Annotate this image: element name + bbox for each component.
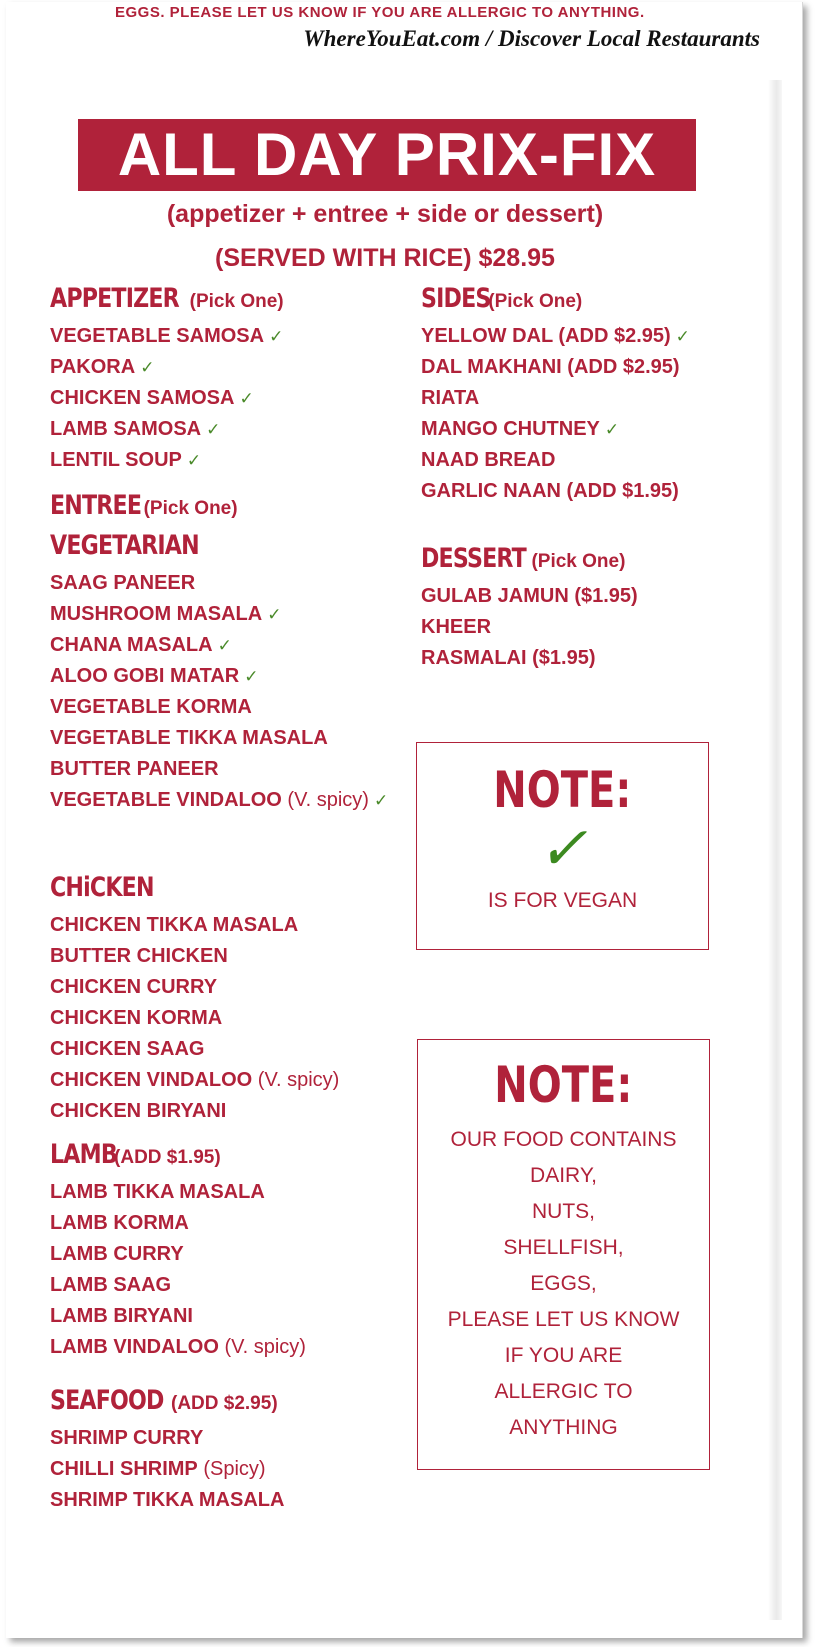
dessert-item	[421, 643, 638, 674]
vegetarian-item	[50, 661, 388, 692]
sides-item-name: DAL MAKHANI (ADD $2.95)	[421, 356, 680, 378]
dessert-list	[421, 581, 638, 674]
allergy-note-title: NOTE:	[494, 1056, 633, 1114]
lamb-list	[50, 1177, 339, 1363]
lamb-item	[50, 1301, 339, 1332]
vegetarian-item	[50, 692, 388, 723]
dessert-pick: (Pick One)	[531, 551, 626, 572]
right-column	[421, 283, 690, 507]
allergy-note-line: PLEASE LET US KNOW	[447, 1308, 680, 1331]
vegan-check-icon: ✓	[267, 605, 282, 624]
vegan-check-icon: ✓	[186, 451, 202, 470]
dessert-item-name: KHEER	[421, 616, 492, 638]
vegetarian-item	[50, 599, 388, 630]
seafood-list	[50, 1423, 339, 1516]
sides-item-name: YELLOW DAL (ADD $2.95)	[421, 325, 671, 347]
vegetarian-item	[50, 568, 388, 599]
seafood-item	[50, 1423, 339, 1454]
vegan-check-icon: ✓	[140, 358, 155, 377]
appetizer-item	[50, 445, 388, 476]
vegetarian-item	[50, 785, 388, 816]
vegetarian-item	[50, 723, 388, 754]
lamb-item-name: LAMB SAAG	[50, 1274, 172, 1296]
sides-list	[421, 321, 690, 507]
chicken-item	[50, 1003, 339, 1034]
lamb-pick: (ADD $1.95)	[114, 1147, 221, 1168]
vegan-check-icon: ✓	[537, 815, 588, 882]
vegetarian-item	[50, 754, 388, 785]
seafood-heading	[50, 1385, 339, 1423]
vegan-check-icon: ✓	[604, 420, 620, 439]
chicken-item	[50, 972, 339, 1003]
allergy-note-line: DAIRY,	[530, 1164, 597, 1187]
vegetarian-item-name: VEGETABLE KORMA	[50, 696, 252, 718]
vegetarian-item	[50, 630, 388, 661]
allergy-note-box	[417, 1039, 710, 1470]
page-fold-shadow	[768, 80, 782, 1620]
sides-item-name: GARLIC NAAN (ADD $1.95)	[421, 480, 679, 502]
entree-heading	[50, 490, 388, 528]
sides-item-name: MANGO CHUTNEY	[421, 418, 600, 440]
sides-item	[421, 383, 690, 414]
vegan-check-icon: ✓	[269, 327, 284, 346]
appetizer-list	[50, 321, 388, 476]
lamb-item-note: (V. spicy)	[218, 1336, 306, 1358]
lamb-item	[50, 1239, 339, 1270]
chicken-item-note: (V. spicy)	[252, 1069, 340, 1091]
lamb-title: LAMB	[50, 1139, 117, 1170]
chicken-item	[50, 1034, 339, 1065]
chicken-title: CHiCKEN	[50, 872, 154, 903]
vegan-check-icon: ✓	[244, 667, 259, 686]
appetizer-item-name: LENTIL SOUP	[50, 449, 182, 471]
prix-fix-subtitle: (appetizer + entree + side or dessert)	[166, 200, 604, 228]
appetizer-item	[50, 414, 388, 445]
entree-pick: (Pick One)	[143, 498, 238, 519]
left-column	[50, 283, 388, 816]
sides-item	[421, 445, 690, 476]
left-column-lower	[50, 872, 339, 1516]
dessert-item	[421, 612, 638, 643]
seafood-title: SEAFOOD	[50, 1385, 164, 1416]
vegan-note-box	[416, 742, 709, 950]
chicken-item	[50, 1096, 339, 1127]
allergy-note-line: NUTS,	[532, 1200, 595, 1223]
seafood-item	[50, 1485, 339, 1516]
lamb-item-name: LAMB BIRYANI	[50, 1305, 193, 1327]
seafood-pick: (ADD $2.95)	[171, 1393, 278, 1414]
vegetarian-item-name: CHANA MASALA	[50, 634, 213, 656]
allergy-note-line: EGGS,	[530, 1272, 597, 1295]
appetizer-item-name: LAMB SAMOSA	[50, 418, 202, 440]
vegetarian-item-name: ALOO GOBI MATAR	[50, 665, 240, 687]
lamb-item-name: LAMB KORMA	[50, 1212, 189, 1234]
lamb-item	[50, 1270, 339, 1301]
chicken-item-name: CHICKEN SAAG	[50, 1038, 205, 1060]
sides-item	[421, 321, 690, 352]
vegetarian-item-name: BUTTER PANEER	[50, 758, 219, 780]
vegan-check-icon: ✓	[675, 327, 690, 346]
vegan-check-icon: ✓	[217, 636, 232, 655]
vegetarian-list	[50, 568, 388, 816]
chicken-item-name: CHICKEN KORMA	[50, 1007, 223, 1029]
sides-title: SIDES	[421, 283, 491, 314]
dessert-item-name: GULAB JAMUN ($1.95)	[421, 585, 638, 607]
chicken-item-name: CHICKEN BIRYANI	[50, 1100, 227, 1122]
chicken-list	[50, 910, 339, 1127]
lamb-item	[50, 1208, 339, 1239]
appetizer-item	[50, 352, 388, 383]
chicken-item	[50, 910, 339, 941]
allergy-note-lines	[418, 1122, 709, 1446]
allergy-note-line: SHELLFISH,	[503, 1236, 624, 1259]
site-watermark: WhereYouEat.com / Discover Local Restaurants	[303, 26, 760, 51]
vegetarian-item-name: MUSHROOM MASALA	[50, 603, 263, 625]
chicken-item-name: CHICKEN CURRY	[50, 976, 218, 998]
seafood-item-note: (Spicy)	[197, 1458, 266, 1480]
lamb-heading	[50, 1139, 339, 1177]
lamb-item-name: LAMB TIKKA MASALA	[50, 1181, 265, 1203]
sides-heading	[421, 283, 690, 321]
appetizer-pick: (Pick One)	[189, 291, 284, 312]
lamb-item-name: LAMB VINDALOO	[50, 1336, 219, 1358]
sides-item	[421, 352, 690, 383]
allergy-note-line: ALLERGIC TO	[494, 1380, 633, 1403]
allergy-note-line: ANYTHING	[509, 1416, 618, 1439]
cropped-allergy-text: EGGS. PLEASE LET US KNOW IF YOU ARE ALLERGIC TO ANYTHING.	[115, 4, 645, 21]
prix-fix-banner: ALL DAY PRIX-FIX	[78, 119, 696, 191]
vegan-check-icon: ✓	[239, 389, 254, 408]
lamb-item	[50, 1332, 339, 1363]
vegan-check-icon: ✓	[206, 420, 221, 439]
chicken-item	[50, 941, 339, 972]
seafood-item-name: SHRIMP TIKKA MASALA	[50, 1489, 285, 1511]
allergy-note-line: IF YOU ARE	[504, 1344, 623, 1367]
chicken-heading	[50, 872, 339, 910]
appetizer-title: APPETIZER	[50, 283, 179, 314]
chicken-item-name: BUTTER CHICKEN	[50, 945, 228, 967]
appetizer-item	[50, 321, 388, 352]
prix-fix-price: (SERVED WITH RICE) $28.95	[215, 244, 555, 272]
appetizer-item-name: CHICKEN SAMOSA	[50, 387, 235, 409]
seafood-item-name: CHILLI SHRIMP	[50, 1458, 198, 1480]
lamb-item	[50, 1177, 339, 1208]
vegan-note-title: NOTE:	[493, 761, 632, 819]
appetizer-item-name: PAKORA	[50, 356, 136, 378]
sides-item	[421, 476, 690, 507]
appetizer-heading	[50, 283, 388, 321]
dessert-heading	[421, 543, 638, 581]
vegetarian-item-name: SAAG PANEER	[50, 572, 196, 594]
allergy-note-line: OUR FOOD CONTAINS	[450, 1128, 677, 1151]
sides-pick: (Pick One)	[488, 291, 583, 312]
sides-item	[421, 414, 690, 445]
chicken-item	[50, 1065, 339, 1096]
seafood-item	[50, 1454, 339, 1485]
vegetarian-heading	[50, 530, 388, 568]
vegan-note-text: IS FOR VEGAN	[487, 889, 638, 912]
seafood-item-name: SHRIMP CURRY	[50, 1427, 204, 1449]
vegetarian-item-name: VEGETABLE TIKKA MASALA	[50, 727, 328, 749]
chicken-item-name: CHICKEN TIKKA MASALA	[50, 914, 299, 936]
sides-item-name: NAAD BREAD	[421, 449, 556, 471]
vegetarian-item-note: (V. spicy)	[281, 789, 369, 811]
vegetarian-title: VEGETARIAN	[50, 530, 199, 561]
appetizer-item-name: VEGETABLE SAMOSA	[50, 325, 265, 347]
dessert-item	[421, 581, 638, 612]
chicken-item-name: CHICKEN VINDALOO	[50, 1069, 253, 1091]
dessert-title: DESSERT	[421, 543, 526, 574]
dessert-item-name: RASMALAI ($1.95)	[421, 647, 596, 669]
appetizer-item	[50, 383, 388, 414]
right-column-dessert	[421, 543, 638, 674]
vegan-check-icon: ✓	[373, 791, 389, 810]
entree-title: ENTREE	[50, 490, 142, 521]
sides-item-name: RIATA	[421, 387, 480, 409]
vegetarian-item-name: VEGETABLE VINDALOO	[50, 789, 282, 811]
lamb-item-name: LAMB CURRY	[50, 1243, 184, 1265]
